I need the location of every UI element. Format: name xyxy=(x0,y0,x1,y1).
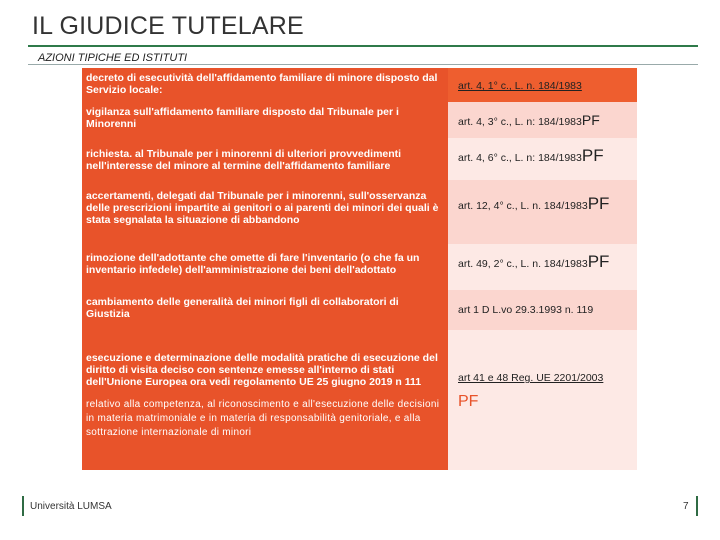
azioni-table xyxy=(82,68,637,470)
pf-marker: PF xyxy=(587,252,610,271)
visit-rights-text: esecuzione e determinazione delle modalità pratiche di esecuzione del diritto di visita deciso con sentenze emesse all'interno di stati dell'Unione Europea ora vedi regolamento UE 25 giugno 2019 n 111 xyxy=(86,352,438,388)
row-reference xyxy=(448,102,637,138)
reference-text: art. 12, 4° c., L. n. 184/1983 xyxy=(458,200,588,212)
row-description: rimozione dell'adottante che omette di fare l'inventario (o che fa un inventario infedele) dell'amministrazione dei beni dell'adottato xyxy=(82,244,448,290)
row-reference xyxy=(448,68,637,102)
table-row xyxy=(82,330,637,470)
table-row xyxy=(82,290,637,330)
row-description: vigilanza sull'affidamento familiare disposto dal Tribunale per i Minorenni xyxy=(82,102,448,138)
row-description: decreto di esecutività dell'affidamento familiare di minore disposto dal Servizio locale: xyxy=(82,68,448,102)
table-row xyxy=(82,68,637,102)
row-reference xyxy=(448,290,637,330)
table-row xyxy=(82,102,637,138)
row-description xyxy=(82,330,448,470)
reference-text: art. 4, 6° c., L. n: 184/1983 xyxy=(458,152,582,164)
slide-subtitle: AZIONI TIPICHE ED ISTITUTI xyxy=(38,52,188,64)
footer-institution: Università LUMSA xyxy=(30,501,112,512)
pf-marker: PF xyxy=(581,112,600,128)
pf-marker: PF xyxy=(458,393,479,410)
slide-title: IL GIUDICE TUTELARE xyxy=(32,12,304,40)
row-description: richiesta. al Tribunale per i minorenni di ulteriori provvedimenti nell'interesse del minore al termine dell'affidamento familiare xyxy=(82,138,448,180)
footer-left-bar xyxy=(22,496,24,516)
row-reference xyxy=(448,138,637,180)
title-divider xyxy=(28,45,698,47)
footer-right-bar xyxy=(696,496,698,516)
reference-text: art 41 e 48 Reg. UE 2201/2003 xyxy=(458,372,604,384)
table-row xyxy=(82,244,637,290)
reference-text: art 1 D L.vo 29.3.1993 n. 119 xyxy=(458,304,594,316)
row-description: cambiamento delle generalità dei minori figli di collaboratori di Giustizia xyxy=(82,290,448,330)
page-number: 7 xyxy=(683,501,689,512)
pf-marker: PF xyxy=(587,194,610,213)
table-row xyxy=(82,180,637,244)
reference-text: art. 49, 2° c., L. n. 184/1983 xyxy=(458,258,588,270)
subtitle-divider xyxy=(28,64,698,65)
row-description: accertamenti, delegati dal Tribunale per i minorenni, sull'osservanza delle prescrizioni impartite ai genitori o ai parenti dei minori dei quali è stata segnalata la situazione di abbandono xyxy=(82,180,448,244)
row-reference xyxy=(448,244,637,290)
pf-marker: PF xyxy=(581,146,604,165)
reference-text: art. 4, 1° c., L. n. 184/1983 xyxy=(458,80,582,92)
row-reference xyxy=(448,330,637,470)
regulation-description: relativo alla competenza, al riconoscimento e all'esecuzione delle decisioni in materia matrimoniale e in materia di responsabilità genitoriale, e alla sottrazione internazionale di minori xyxy=(86,399,440,438)
reference-text: art. 4, 3° c., L. n: 184/1983 xyxy=(458,116,582,128)
row-reference xyxy=(448,180,637,244)
table-row xyxy=(82,138,637,180)
